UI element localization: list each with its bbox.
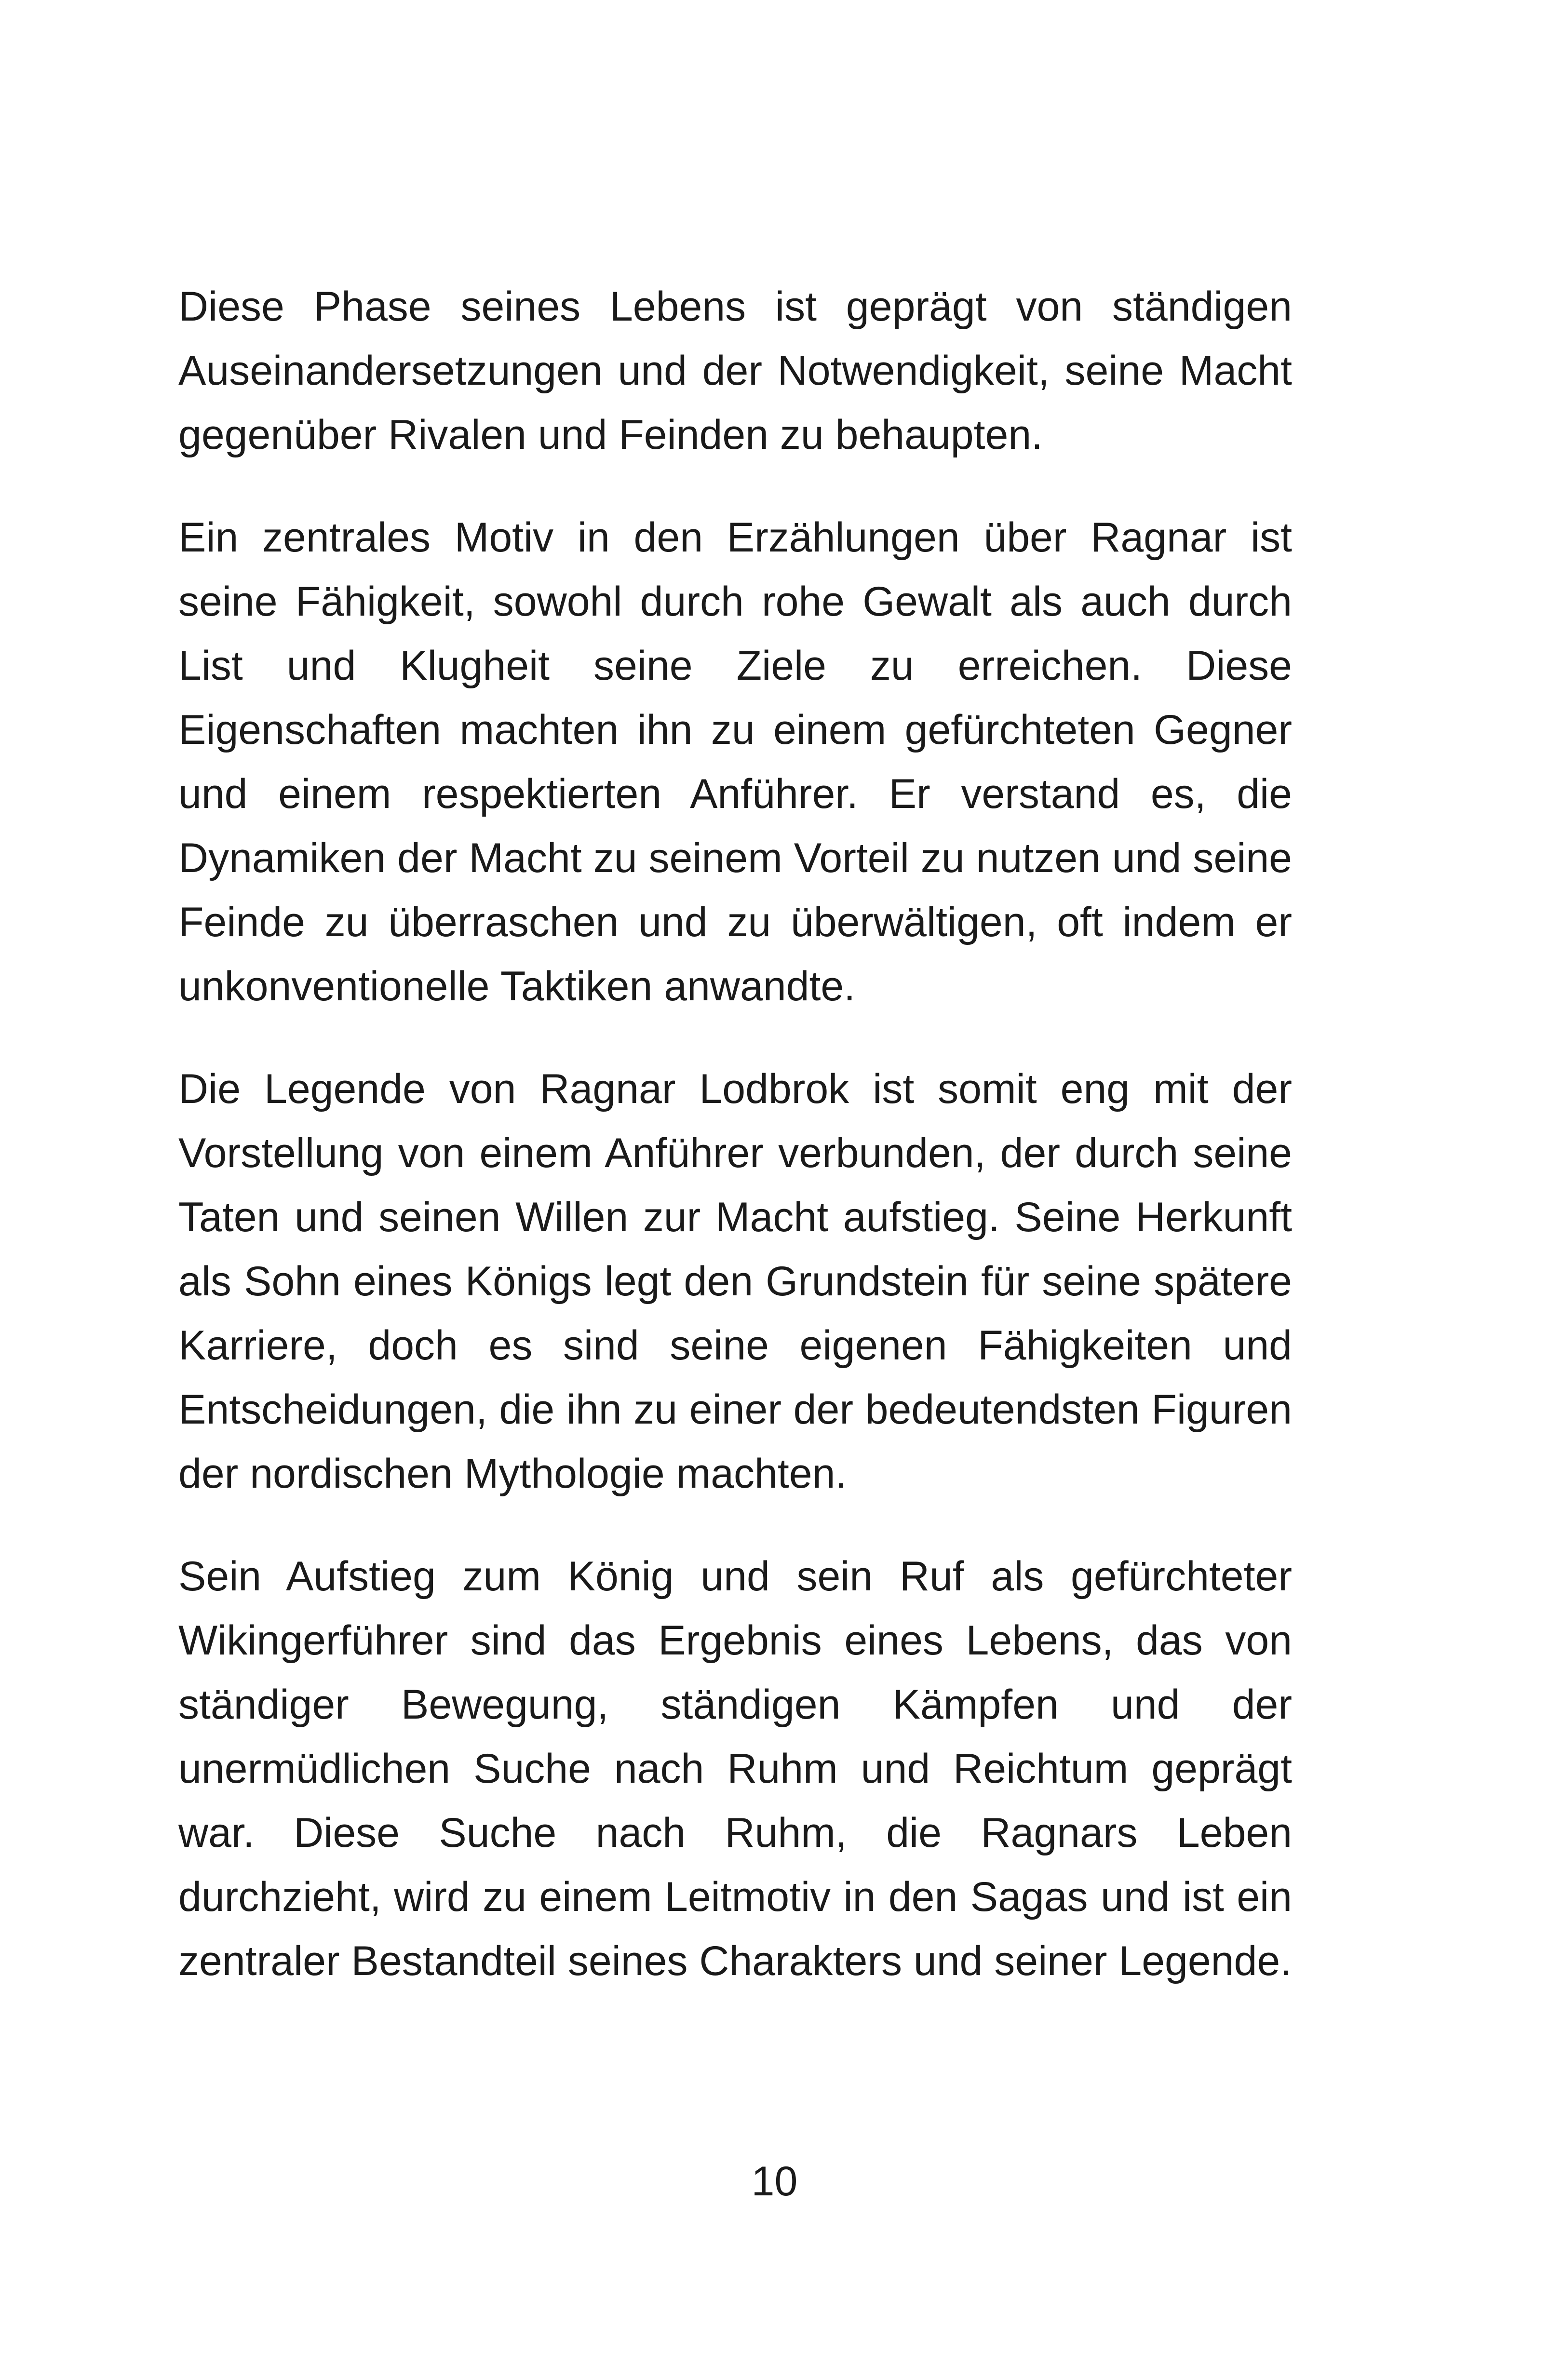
paragraph-1: Diese Phase seines Lebens ist geprägt von ständigen Auseinandersetzungen und der Notwendigkeit, seine Macht gegenüber Rivalen und Feinden zu behaupten.	[178, 283, 1292, 458]
paragraph-4: Sein Aufstieg zum König und sein Ruf als gefürchteter Wikingerführer sind das Ergebnis eines Lebens, das von ständiger Bewegung, ständigen Kämpfen und der unermüdlichen Suche nach Ruhm und Reichtum geprägt war. Diese Suche nach Ruhm, die Ragnars Leben durchzieht, wird zu einem Leitmotiv in den Sagas und ist ein zentraler Bestandteil seines Charakters und seiner Legende.	[178, 1553, 1292, 1984]
page-number: 10	[751, 2158, 798, 2205]
body-text	[178, 275, 1292, 1993]
paragraph-3: Die Legende von Ragnar Lodbrok ist somit eng mit der Vorstellung von einem Anführer verbunden, der durch seine Taten und seinen Willen zur Macht aufstieg. Seine Herkunft als Sohn eines Königs legt den Grundstein für seine spätere Karriere, doch es sind seine eigenen Fähigkeiten und Entscheidungen, die ihn zu einer der bedeutendsten Figuren der nordischen Mythologie machten.	[178, 1066, 1292, 1497]
paragraph-2: Ein zentrales Motiv in den Erzählungen über Ragnar ist seine Fähigkeit, sowohl durch rohe Gewalt als auch durch List und Klugheit seine Ziele zu erreichen. Diese Eigenschaften machten ihn zu einem gefürchteten Gegner und einem respektierten Anführer. Er verstand es, die Dynamiken der Macht zu seinem Vorteil zu nutzen und seine Feinde zu überraschen und zu überwältigen, oft indem er unkonventionelle Taktiken anwandte.	[178, 514, 1292, 1009]
